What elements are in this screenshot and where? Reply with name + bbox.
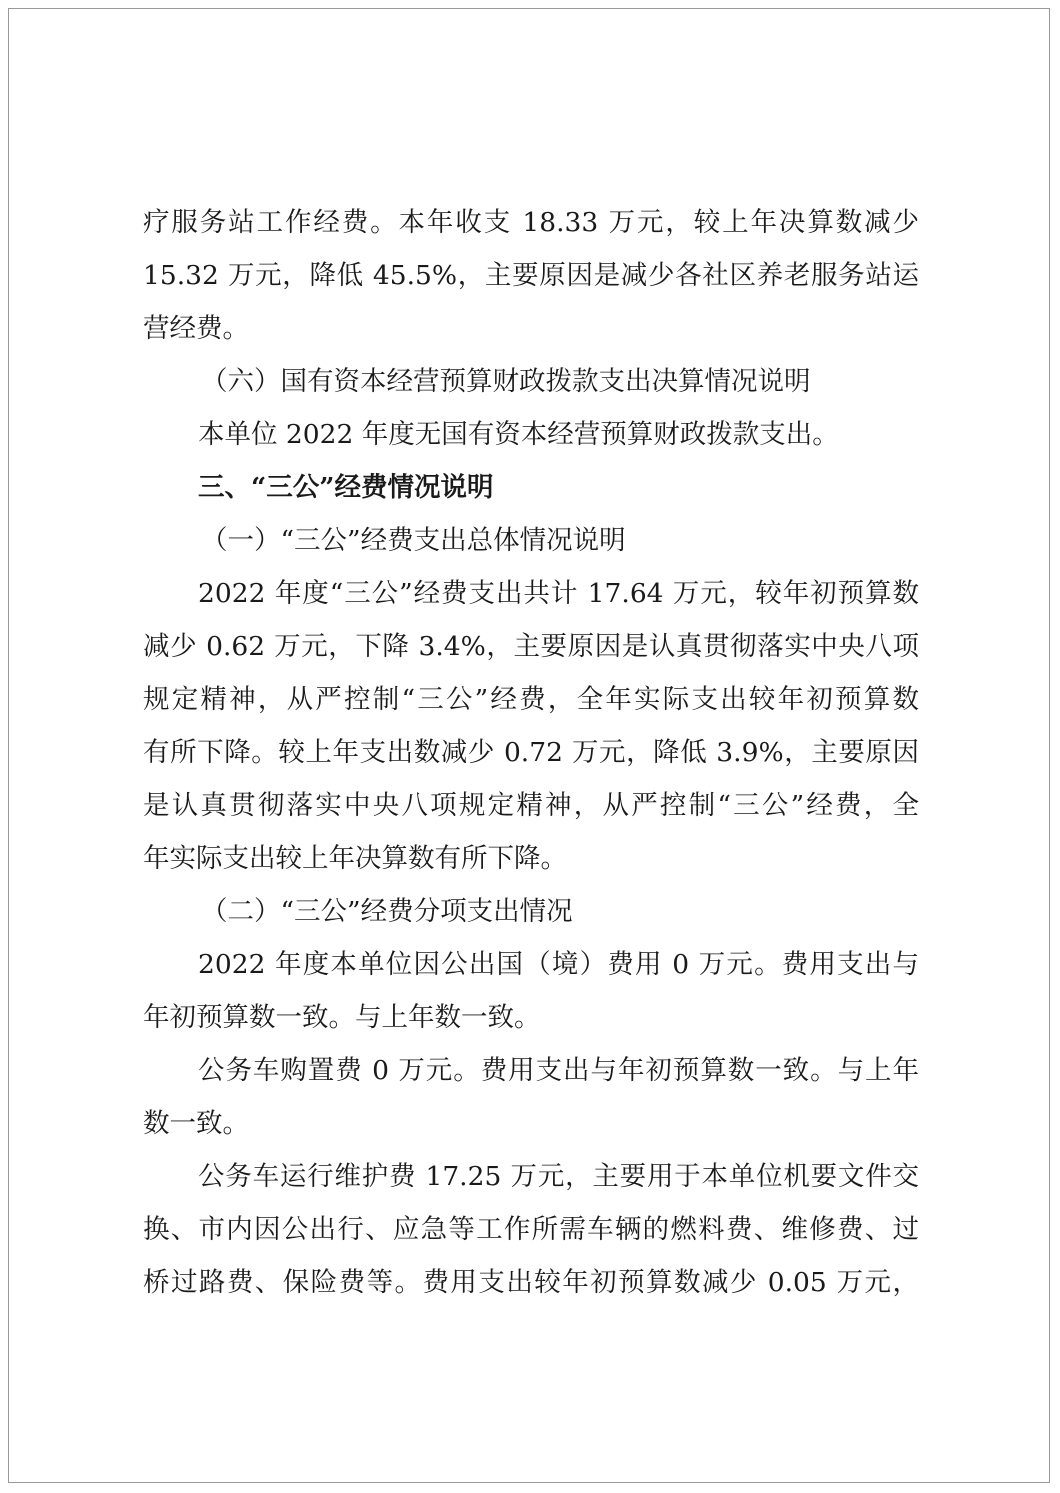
- section-three-public-expenses: [143, 461, 919, 514]
- document-body: [143, 196, 919, 1309]
- paragraph-no-state-capital-expense: [143, 408, 919, 461]
- heading-itemized-expenses: [143, 885, 919, 938]
- text-line: 是认真贯彻落实中央八项规定精神，从严控制“三公”经费，全: [143, 790, 919, 821]
- text-line: 桥过路费、保险费等。费用支出较年初预算数减少 0.05 万元，: [143, 1267, 919, 1298]
- text-line: 疗服务站工作经费。本年收支 18.33 万元，较上年决算数减少: [143, 207, 919, 238]
- subsection-heading: （六）国有资本经营预算财政拨款支出决算情况说明: [201, 366, 811, 397]
- text-line: 公务车运行维护费 17.25 万元，主要用于本单位机要文件交: [198, 1161, 919, 1192]
- subsection-heading: （二）“三公”经费分项支出情况: [201, 896, 573, 927]
- text-line: 有所下降。较上年支出数减少 0.72 万元，降低 3.9%，主要原因: [143, 737, 919, 768]
- text-line: 15.32 万元，降低 45.5%，主要原因是减少各社区养老服务站运: [143, 260, 919, 291]
- paragraph-overall-expenses: [143, 567, 919, 885]
- text-line: 换、市内因公出行、应急等工作所需车辆的燃料费、维修费、过: [143, 1214, 919, 1245]
- text-line: 2022 年度“三公”经费支出共计 17.64 万元，较年初预算数: [198, 578, 919, 609]
- text-line: 公务车购置费 0 万元。费用支出与年初预算数一致。与上年: [198, 1055, 919, 1086]
- paragraph-medical-station-funds: [143, 196, 919, 355]
- paragraph-overseas-travel: [143, 938, 919, 1044]
- text-line: 营经费。: [143, 313, 249, 344]
- subsection-heading: （一）“三公”经费支出总体情况说明: [201, 525, 626, 556]
- paragraph-vehicle-purchase: [143, 1044, 919, 1150]
- section-heading: 三、“三公”经费情况说明: [198, 472, 494, 503]
- heading-overall-expenses: [143, 514, 919, 567]
- text-line: 年实际支出较上年决算数有所下降。: [143, 843, 567, 874]
- text-line: 数一致。: [143, 1108, 249, 1139]
- text-line: 减少 0.62 万元，下降 3.4%，主要原因是认真贯彻落实中央八项: [143, 631, 919, 662]
- text-line: 2022 年度本单位因公出国（境）费用 0 万元。费用支出与: [198, 949, 919, 980]
- heading-state-capital-budget: [143, 355, 919, 408]
- paragraph-vehicle-maintenance: [143, 1150, 919, 1309]
- text-line: 年初预算数一致。与上年数一致。: [143, 1002, 541, 1033]
- text-line: 规定精神，从严控制“三公”经费，全年实际支出较年初预算数: [143, 684, 919, 715]
- text-line: 本单位 2022 年度无国有资本经营预算财政拨款支出。: [198, 419, 839, 450]
